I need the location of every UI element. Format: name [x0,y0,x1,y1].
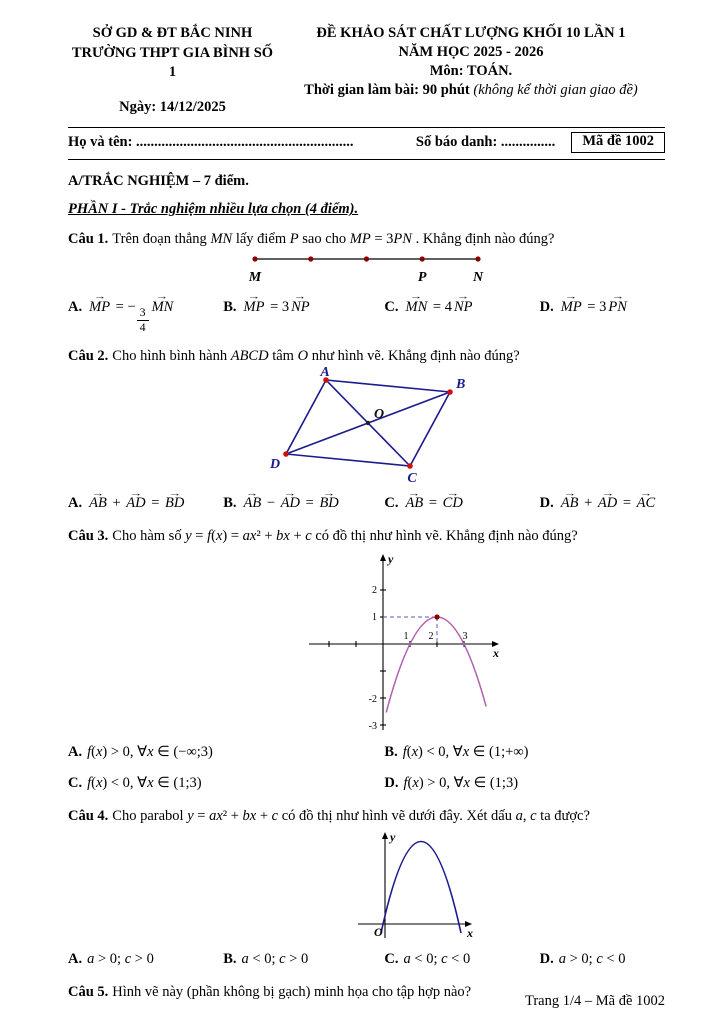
y-tick-1: 1 [372,611,377,623]
exam-title: ĐỀ KHẢO SÁT CHẤT LƯỢNG KHỐI 10 LẦN 1 [316,25,626,41]
q2-option-c [384,492,539,514]
x-tick-1: 1 [403,630,409,642]
parabola-curve [386,617,486,712]
option-letter: D. [539,495,554,512]
candidate-info-row [68,128,665,157]
axes [358,836,468,938]
school-name: TRƯỜNG THPT GIA BÌNH SỐ 1 [71,44,274,81]
q1-number: Câu 1. [68,231,109,248]
option-letter: D. [539,951,554,968]
parabola-graph-2 [350,828,475,942]
q4-number: Câu 4. [68,807,109,824]
q1-option-b [223,296,384,335]
candidate-number-label: Số báo danh: ............... [415,134,556,151]
option-formula: → AB + → AD = → AC [559,495,657,511]
header [68,24,665,117]
center-dot [366,421,370,425]
question-2 [68,346,665,515]
option-formula: a > 0; c > 0 [87,951,154,968]
vertex-b-label: B [456,377,466,393]
axes [309,558,495,730]
department-name: SỞ GD & ĐT BẮC NINH [92,25,253,41]
option-letter: A. [68,743,83,760]
y-axis-arrow [380,554,386,561]
q4-text: Cho parabol y = ax² + bx + c có đồ thị như hình vẽ dưới đây. Xét dấu a, c ta được? [112,807,590,824]
origin-label: O [374,925,383,940]
parabola-curve [381,842,461,934]
option-letter: C. [384,495,399,512]
q2-options [68,492,665,514]
point-m-label: M [249,269,262,285]
option-formula: → MP = − $\frac{3}{4}$ → MN [87,299,175,315]
option-formula: f(x) > 0, ∀x ∈ (1;3) [403,775,519,792]
x-axis-label: x [467,926,473,941]
school-year: NĂM HỌC 2025 - 2026 [398,44,544,61]
option-letter: C. [384,951,399,968]
q1-figure [68,250,665,286]
q1-option-a [68,296,223,335]
option-formula: f(x) < 0, ∀x ∈ (1;3) [87,775,202,792]
q2-number: Câu 2. [68,347,109,364]
center-o-label: O [374,407,385,423]
y-axis-label: y [390,830,396,845]
parabola-graph-1 [303,550,503,732]
option-formula: → MP = 3 → NP [242,299,312,315]
q4-option-d [540,948,665,970]
option-letter: B. [223,495,237,512]
option-letter: A. [68,298,83,315]
exam-date: Ngày: 14/12/2025 [119,98,226,115]
option-letter: B. [223,951,237,968]
option-formula: → AB = → CD [404,495,465,511]
vertex-d-label: D [270,457,281,473]
option-formula: → AB + → AD = → BD [87,495,186,511]
duration-text: Thời gian làm bài: 90 phút [304,82,470,99]
option-formula: a > 0; c < 0 [558,951,626,968]
vertex-c-label: C [407,471,417,487]
q1-option-d [540,296,665,335]
option-letter: C. [68,775,83,792]
question-4 [68,806,665,971]
q5-number: Câu 5. [68,983,109,1000]
x-tick-3: 3 [462,630,468,642]
header-left [68,24,277,117]
q1-options [68,296,665,335]
q3-option-c [68,772,384,794]
option-formula: f(x) < 0, ∀x ∈ (1;+∞) [402,743,529,760]
duration-line [277,81,665,100]
parallelogram-diagram [254,366,479,488]
vertex-a-label: A [320,366,330,381]
q2-option-a [68,492,223,514]
q2-text: Cho hình bình hành ABCD tâm O như hình vẽ. Khẳng định nào đúng? [112,347,520,364]
y-tick-neg2: -2 [368,693,377,705]
segment-diagram [249,250,484,286]
option-letter: B. [223,298,237,315]
q3-options [68,741,665,795]
duration-note: (không kể thời gian giao đề) [473,82,638,99]
q1-option-c [384,296,539,335]
q1-text: Trên đoạn thẳng MN lấy điểm P sao cho MP = 3PN . Khẳng định nào đúng? [112,231,555,248]
q4-option-a [68,948,223,970]
q2-option-b [223,492,384,514]
x-tick-2: 2 [428,630,434,642]
option-formula: a < 0; c > 0 [241,951,309,968]
question-1 [68,229,665,335]
y-axis-label: y [388,551,394,566]
q3-option-b [384,741,665,763]
header-right [277,24,665,117]
option-letter: C. [384,298,399,315]
option-letter: B. [384,743,398,760]
q5-text: Hình vẽ này (phần không bị gạch) minh họa cho tập hợp nào? [112,983,472,1000]
q2-option-d [540,492,665,514]
q2-figure [68,366,665,488]
subject-line: Môn: TOÁN. [429,63,513,80]
point-p-label: P [417,269,427,285]
y-tick-neg3: -3 [368,720,377,732]
option-formula: a < 0; c < 0 [403,951,471,968]
divider-bottom [68,159,665,160]
y-tick-2: 2 [372,584,377,596]
q3-option-a [68,741,384,763]
option-letter: D. [539,298,554,315]
point-n-label: N [472,269,484,285]
section-a-title: A/TRẮC NGHIỆM – 7 điểm. [68,173,249,190]
q4-figure [350,828,665,942]
option-formula: f(x) > 0, ∀x ∈ (−∞;3) [87,743,213,760]
part1-title: PHẦN I - Trắc nghiệm nhiều lựa chọn (4 điểm). [68,201,359,218]
option-letter: A. [68,495,83,512]
q4-option-b [223,948,384,970]
q3-option-d [384,772,665,794]
y-axis-arrow [382,832,388,839]
option-letter: A. [68,951,83,968]
page-footer: Trang 1/4 – Mã đề 1002 [524,993,665,1009]
option-letter: D. [384,775,399,792]
option-formula: → MN = 4 → NP [404,299,475,315]
q3-text: Cho hàm số y = f(x) = ax² + bx + c có đồ thị như hình vẽ. Khẳng định nào đúng? [112,527,578,544]
q3-figure [303,550,665,732]
option-formula: → AB − → AD = → BD [242,495,341,511]
q3-number: Câu 3. [68,527,109,544]
exam-code-box: Mã đề 1002 [571,132,665,153]
question-3 [68,526,665,795]
vertex-point [434,614,439,619]
x-axis-label: x [493,645,499,660]
q4-option-c [384,948,539,970]
option-formula: → MP = 3 → PN [559,299,629,315]
name-field-label: Họ và tên: ............................................................ [68,134,354,151]
q4-options [68,948,665,970]
